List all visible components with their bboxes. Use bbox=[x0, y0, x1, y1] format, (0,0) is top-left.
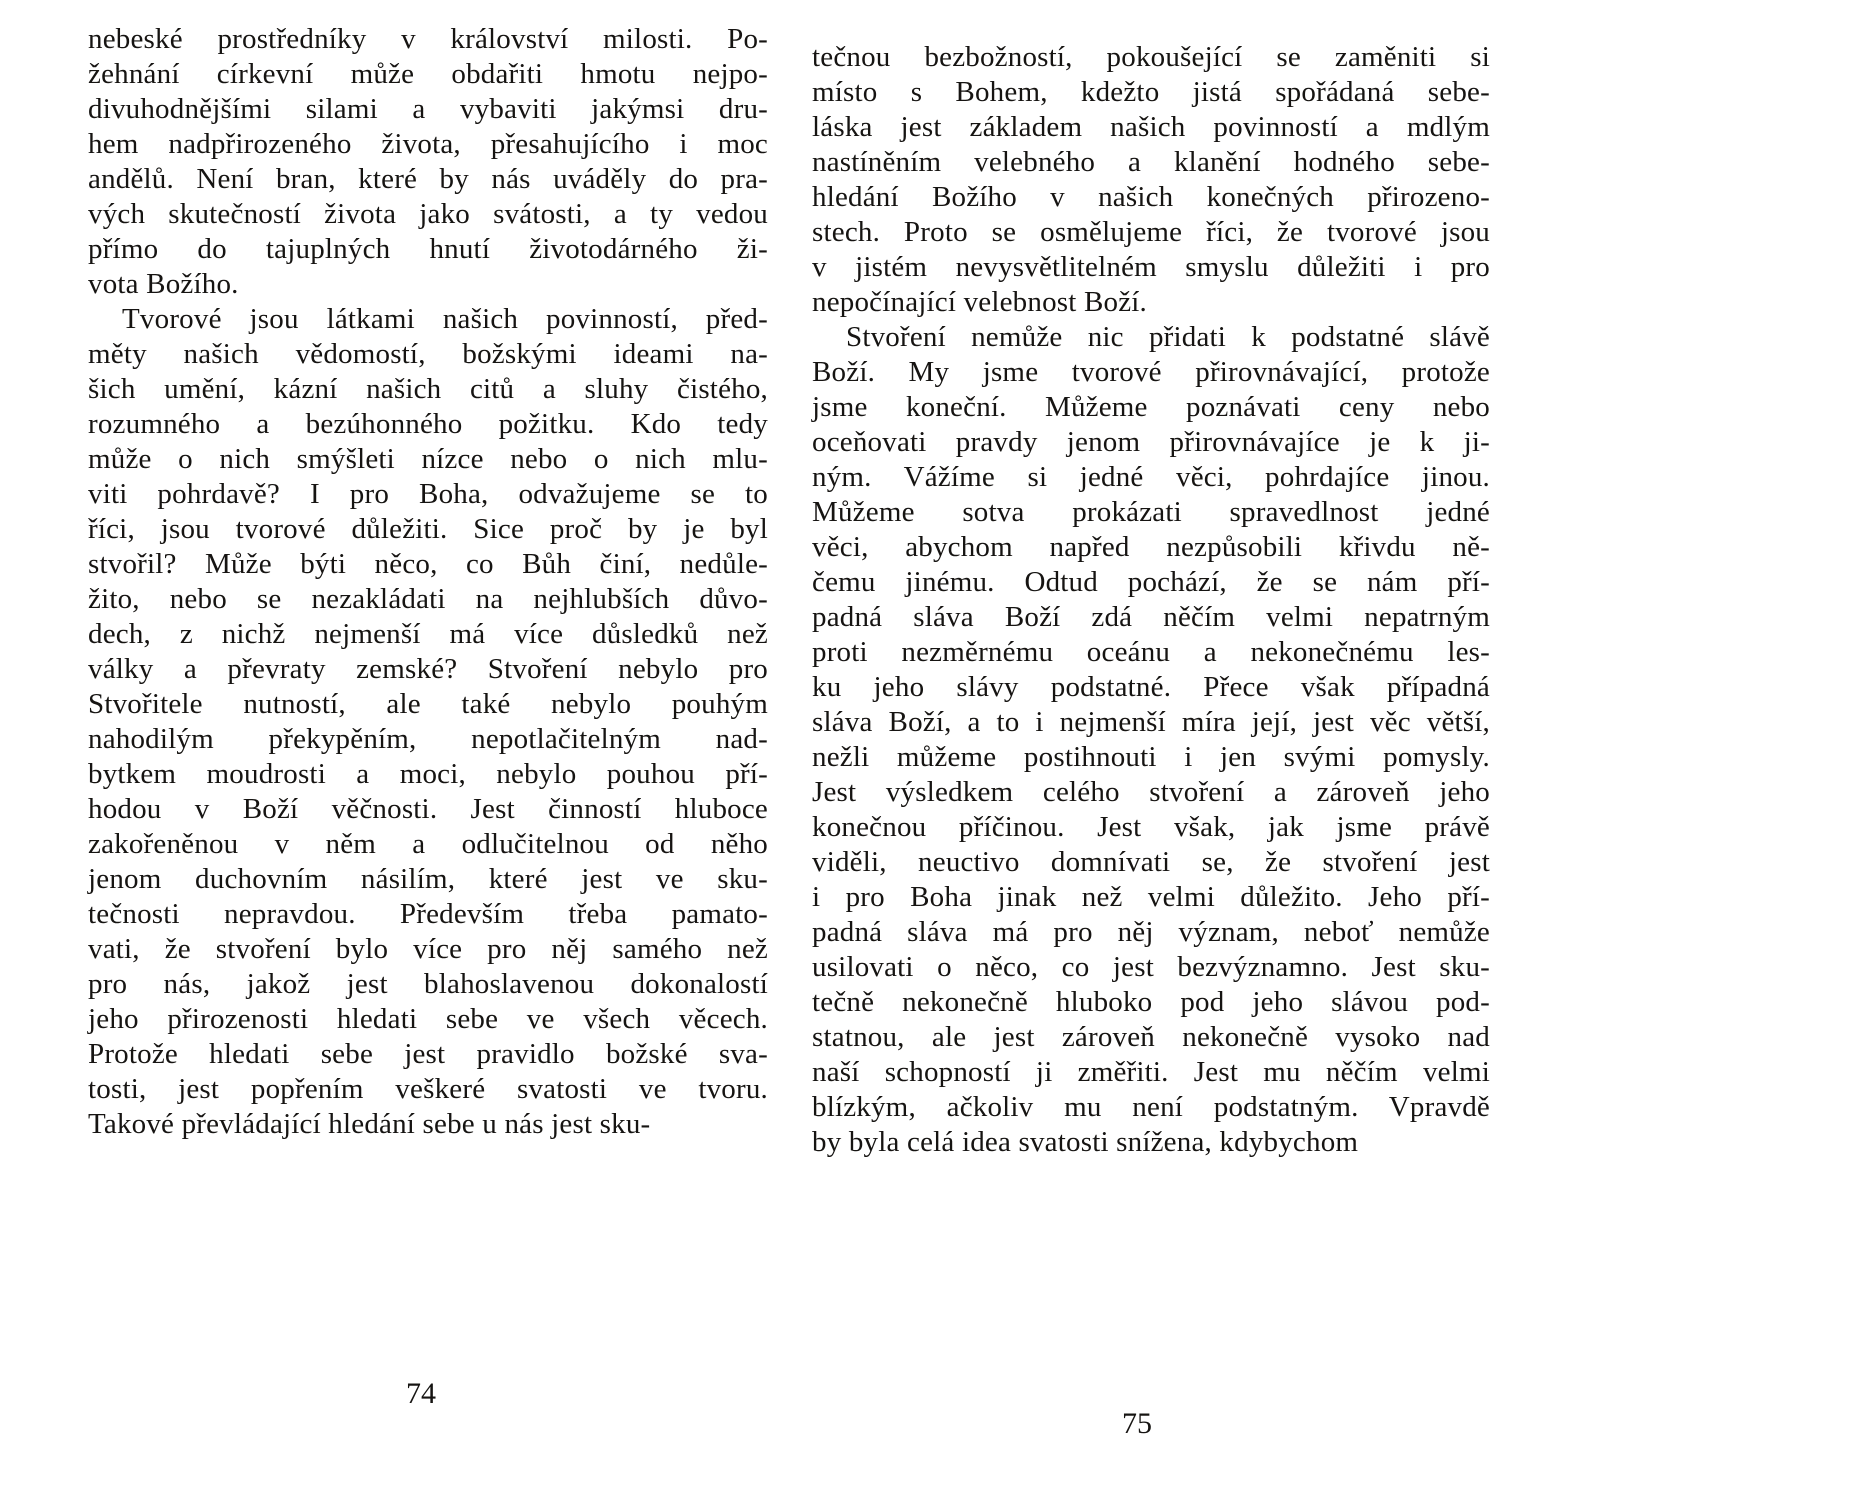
text-line: dech, z nichž nejmenší má více důsledků než bbox=[88, 618, 768, 650]
text-line: vých skutečností života jako svátosti, a ty vedou bbox=[88, 198, 768, 230]
text-line: měty našich vědomostí, božskými ideami na- bbox=[88, 338, 768, 370]
text-line: tečnou bezbožností, pokoušející se zaměniti si bbox=[812, 41, 1490, 73]
text-line: války a převraty zemské? Stvoření nebylo pro bbox=[88, 653, 768, 685]
text-line: láska jest základem našich povinností a mdlým bbox=[812, 111, 1490, 143]
text-line: jeho přirozenosti hledati sebe ve všech věcech. bbox=[88, 1003, 768, 1035]
text-line: Tvorové jsou látkami našich povinností, před- bbox=[122, 303, 768, 335]
text-line: vati, že stvoření bylo více pro něj samého než bbox=[88, 933, 768, 965]
text-line: zakořeněnou v něm a odlučitelnou od něho bbox=[88, 828, 768, 860]
text-line: nežli můžeme postihnouti i jen svými pomysly. bbox=[812, 741, 1490, 773]
text-line: stech. Proto se osmělujeme říci, že tvorové jsou bbox=[812, 216, 1490, 248]
text-line: Stvoření nemůže nic přidati k podstatné slávě bbox=[846, 321, 1490, 353]
text-line: Stvořitele nutností, ale také nebylo pouhým bbox=[88, 688, 768, 720]
text-line: Takové převládající hledání sebe u nás jest sku- bbox=[88, 1108, 651, 1140]
text-line: stvořil? Může býti něco, co Bůh činí, nedůle- bbox=[88, 548, 768, 580]
text-line: místo s Bohem, kdežto jistá spořádaná sebe- bbox=[812, 76, 1490, 108]
text-line: Boží. My jsme tvorové přirovnávající, protože bbox=[812, 356, 1490, 388]
text-line: viti pohrdavě? I pro Boha, odvažujeme se to bbox=[88, 478, 768, 510]
text-line: ku jeho slávy podstatné. Přece však případná bbox=[812, 671, 1490, 703]
text-line: i pro Boha jinak než velmi důležito. Jeho pří- bbox=[812, 881, 1490, 913]
text-line: přímo do tajuplných hnutí životodárného ži- bbox=[88, 233, 768, 265]
text-line: tečně nekonečně hluboko pod jeho slávou pod- bbox=[812, 986, 1490, 1018]
text-line: viděli, neuctivo domnívati se, že stvoření jest bbox=[812, 846, 1490, 878]
text-line: čemu jinému. Odtud pochází, že se nám pří- bbox=[812, 566, 1490, 598]
text-line: rozumného a bezúhonného požitku. Kdo tedy bbox=[88, 408, 768, 440]
text-line: konečnou příčinou. Jest však, jak jsme právě bbox=[812, 811, 1490, 843]
text-line: říci, jsou tvorové důležiti. Sice proč by je byl bbox=[88, 513, 768, 545]
text-line: věci, abychom napřed nezpůsobili křivdu ně- bbox=[812, 531, 1490, 563]
text-line: hodou v Boží věčnosti. Jest činností hluboce bbox=[88, 793, 768, 825]
text-line: sláva Boží, a to i nejmenší míra její, jest věc větší, bbox=[812, 706, 1490, 738]
right-page-number: 75 bbox=[1122, 1407, 1152, 1440]
text-line: nebeské prostředníky v království milosti. Po- bbox=[88, 23, 768, 55]
text-line: oceňovati pravdy jenom přirovnávajíce je k ji- bbox=[812, 426, 1490, 458]
text-line: může o nich smýšleti nízce nebo o nich mlu- bbox=[88, 443, 768, 475]
text-line: nastíněním velebného a klanění hodného sebe- bbox=[812, 146, 1490, 178]
text-line: blízkým, ačkoliv mu není podstatným. Vpravdě bbox=[812, 1091, 1490, 1123]
paragraph bbox=[812, 320, 1490, 1160]
text-line: naší schopností ji změřiti. Jest mu něčím velmi bbox=[812, 1056, 1490, 1088]
text-line: Můžeme sotva prokázati spravedlnost jedné bbox=[812, 496, 1490, 528]
text-line: jsme koneční. Můžeme poznávati ceny nebo bbox=[812, 391, 1490, 423]
text-line: v jistém nevysvětlitelném smyslu důležiti i pro bbox=[812, 251, 1490, 283]
text-line: usilovati o něco, co jest bezvýznamno. Jest sku- bbox=[812, 951, 1490, 983]
paragraph bbox=[812, 40, 1490, 320]
text-line: tosti, jest popřením veškeré svatosti ve tvoru. bbox=[88, 1073, 768, 1105]
paragraph bbox=[88, 302, 768, 1142]
text-line: Jest výsledkem celého stvoření a zároveň jeho bbox=[812, 776, 1490, 808]
right-page-text bbox=[812, 40, 1490, 1160]
text-line: by byla celá idea svatosti snížena, kdybychom bbox=[812, 1126, 1359, 1158]
text-line: pro nás, jakož jest blahoslavenou dokonalostí bbox=[88, 968, 768, 1000]
left-page-number: 74 bbox=[406, 1377, 436, 1410]
text-line: hem nadpřirozeného života, přesahujícího i moc bbox=[88, 128, 768, 160]
text-line: divuhodnějšími silami a vybaviti jakýmsi dru- bbox=[88, 93, 768, 125]
text-line: nahodilým překypěním, nepotlačitelným nad- bbox=[88, 723, 768, 755]
text-line: tečnosti nepravdou. Především třeba pamato- bbox=[88, 898, 768, 930]
text-line: hledání Božího v našich konečných přirozeno- bbox=[812, 181, 1490, 213]
text-line: šich umění, kázní našich citů a sluhy čistého, bbox=[88, 373, 768, 405]
text-line: žito, nebo se nezakládati na nejhlubších důvo- bbox=[88, 583, 768, 615]
text-line: proti nezměrnému oceánu a nekonečnému les- bbox=[812, 636, 1490, 668]
text-line: bytkem moudrosti a moci, nebylo pouhou pří- bbox=[88, 758, 768, 790]
text-line: jenom duchovním násilím, které jest ve sku- bbox=[88, 863, 768, 895]
left-page-text bbox=[88, 22, 768, 1142]
text-line: andělů. Není bran, které by nás uváděly do pra- bbox=[88, 163, 768, 195]
text-line: padná sláva má pro něj význam, neboť nemůže bbox=[812, 916, 1490, 948]
paragraph bbox=[88, 22, 768, 302]
text-line: vota Božího. bbox=[88, 268, 239, 300]
text-line: ným. Vážíme si jedné věci, pohrdajíce jinou. bbox=[812, 461, 1490, 493]
text-line: statnou, ale jest zároveň nekonečně vysoko nad bbox=[812, 1021, 1490, 1053]
text-line: žehnání církevní může obdařiti hmotu nejpo- bbox=[88, 58, 768, 90]
text-line: padná sláva Boží zdá něčím velmi nepatrným bbox=[812, 601, 1490, 633]
text-line: Protože hledati sebe jest pravidlo božské sva- bbox=[88, 1038, 768, 1070]
text-line: nepočínající velebnost Boží. bbox=[812, 286, 1147, 318]
